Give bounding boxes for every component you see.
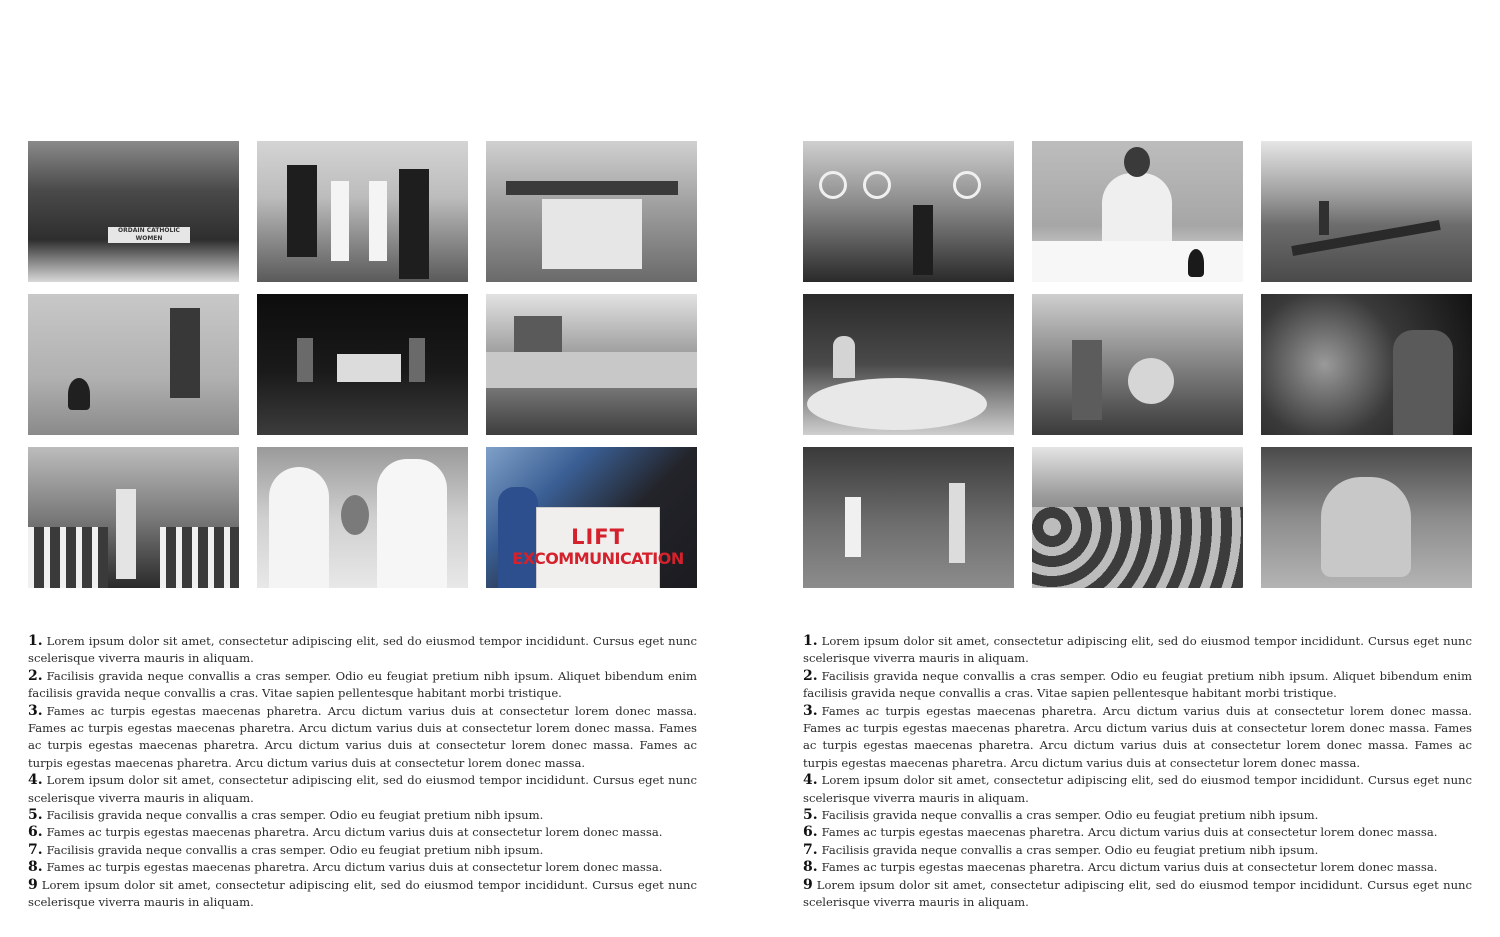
caption-number: 1. [28,633,43,649]
caption-number: 4. [28,772,43,789]
caption-6 [803,824,1472,841]
sign-line-2: EXCOMMUNICATION [512,549,684,568]
caption-text: Fames ac turpis egestas maecenas pharetra. Arcu dictum varius duis at consectetur lorem donec massa. Fames ac turpis egestas maecenas pharetra. Arcu dictum varius duis at consectetur lorem donec massa. Fames ac turpis egestas maecenas pharetra. Arcu dictum varius duis at consectetur lorem donec massa. Fames ac turpis egestas maecenas pharetra. Arcu dictum varius duis at consectetur lorem donec massa. [803,703,1472,770]
caption-number: 8. [803,859,818,876]
photo-1[interactable] [28,141,239,282]
caption-number: 6. [803,824,818,841]
caption-2 [28,668,697,703]
caption-number: 4. [803,772,818,789]
caption-9 [28,877,697,912]
caption-number: 3. [803,702,818,719]
caption-number: 9 [28,876,38,893]
caption-text: Facilisis gravida neque convallis a cras semper. Odio eu feugiat pretium nibh ipsum. [46,842,544,857]
caption-text: Lorem ipsum dolor sit amet, consectetur adipiscing elit, sed do eiusmod tempor incididunt. Cursus eget nunc scelerisque viverra mauris in aliquam. [803,634,1472,666]
caption-text: Facilisis gravida neque convallis a cras semper. Odio eu feugiat pretium nibh ipsum. [46,808,544,823]
caption-7 [28,842,697,859]
caption-text: Fames ac turpis egestas maecenas pharetra. Arcu dictum varius duis at consectetur lorem donec massa. [821,825,1438,840]
photo-3[interactable] [1261,141,1472,282]
caption-number: 2. [28,667,43,684]
caption-4 [28,772,697,807]
caption-1 [28,633,697,668]
photo-5[interactable] [1032,294,1243,435]
caption-text: Lorem ipsum dolor sit amet, consectetur adipiscing elit, sed do eiusmod tempor incididunt. Cursus eget nunc scelerisque viverra mauris in aliquam. [28,877,697,910]
caption-number: 5. [803,807,818,824]
caption-text: Lorem ipsum dolor sit amet, consectetur adipiscing elit, sed do eiusmod tempor incididunt. Cursus eget nunc scelerisque viverra mauris in aliquam. [803,877,1472,910]
caption-text: Lorem ipsum dolor sit amet, consectetur adipiscing elit, sed do eiusmod tempor incididunt. Cursus eget nunc scelerisque viverra mauris in aliquam. [803,773,1472,805]
caption-4 [803,772,1472,807]
caption-number: 7. [28,841,43,858]
caption-6 [28,824,697,841]
captions [28,633,697,912]
photo-6[interactable] [1261,294,1472,435]
photo-5[interactable] [257,294,468,435]
photo-1[interactable] [803,141,1014,282]
caption-5 [803,807,1472,824]
caption-number: 9 [803,876,813,893]
caption-text: Fames ac turpis egestas maecenas pharetra. Arcu dictum varius duis at consectetur lorem donec massa. [46,825,663,840]
caption-text: Facilisis gravida neque convallis a cras semper. Odio eu feugiat pretium nibh ipsum. [821,842,1319,857]
caption-number: 8. [28,859,43,876]
photo-8[interactable] [257,447,468,588]
caption-8 [803,859,1472,876]
caption-number: 3. [28,702,43,719]
protest-sign [512,507,684,588]
caption-text: Facilisis gravida neque convallis a cras semper. Odio eu feugiat pretium nibh ipsum. Aliquet bibendum enim facilisis gravida neque convallis a cras. Vitae sapien pellentesque habitant morbi tristique. [803,668,1472,701]
caption-text: Facilisis gravida neque convallis a cras semper. Odio eu feugiat pretium nibh ipsum. Aliquet bibendum enim facilisis gravida neque convallis a cras. Vitae sapien pellentesque habitant morbi tristique. [28,668,697,701]
left-page [28,141,697,912]
banner: ORDAIN CATHOLIC WOMEN [108,227,190,243]
caption-text: Lorem ipsum dolor sit amet, consectetur adipiscing elit, sed do eiusmod tempor incididunt. Cursus eget nunc scelerisque viverra mauris in aliquam. [28,773,697,805]
photo-7[interactable] [28,447,239,588]
photo-9[interactable] [1261,447,1472,588]
caption-text: Facilisis gravida neque convallis a cras semper. Odio eu feugiat pretium nibh ipsum. [821,808,1319,823]
photo-6[interactable] [486,294,697,435]
caption-3 [28,703,697,773]
caption-number: 1. [803,633,818,649]
caption-1 [803,633,1472,668]
caption-text: Fames ac turpis egestas maecenas pharetra. Arcu dictum varius duis at consectetur lorem donec massa. [46,860,663,875]
caption-text: Lorem ipsum dolor sit amet, consectetur adipiscing elit, sed do eiusmod tempor incididunt. Cursus eget nunc scelerisque viverra mauris in aliquam. [28,634,697,666]
photo-grid [803,141,1472,588]
caption-text: Fames ac turpis egestas maecenas pharetra. Arcu dictum varius duis at consectetur lorem donec massa. Fames ac turpis egestas maecenas pharetra. Arcu dictum varius duis at consectetur lorem donec massa. Fames ac turpis egestas maecenas pharetra. Arcu dictum varius duis at consectetur lorem donec massa. Fames ac turpis egestas maecenas pharetra. Arcu dictum varius duis at consectetur lorem donec massa. [28,703,697,770]
caption-number: 7. [803,841,818,858]
photo-7[interactable] [803,447,1014,588]
caption-number: 2. [803,667,818,684]
caption-2 [803,668,1472,703]
captions [803,633,1472,912]
caption-number: 5. [28,807,43,824]
photo-9[interactable] [486,447,697,588]
caption-8 [28,859,697,876]
photo-2[interactable] [257,141,468,282]
photo-3[interactable] [486,141,697,282]
sign-line-1: LIFT [571,525,625,549]
caption-number: 6. [28,824,43,841]
caption-3 [803,703,1472,773]
photo-4[interactable] [28,294,239,435]
caption-9 [803,877,1472,912]
photo-grid [28,141,697,588]
photo-4[interactable] [803,294,1014,435]
right-page [803,141,1472,912]
caption-7 [803,842,1472,859]
photo-2[interactable] [1032,141,1243,282]
caption-text: Fames ac turpis egestas maecenas pharetra. Arcu dictum varius duis at consectetur lorem donec massa. [821,860,1438,875]
caption-5 [28,807,697,824]
photo-8[interactable] [1032,447,1243,588]
